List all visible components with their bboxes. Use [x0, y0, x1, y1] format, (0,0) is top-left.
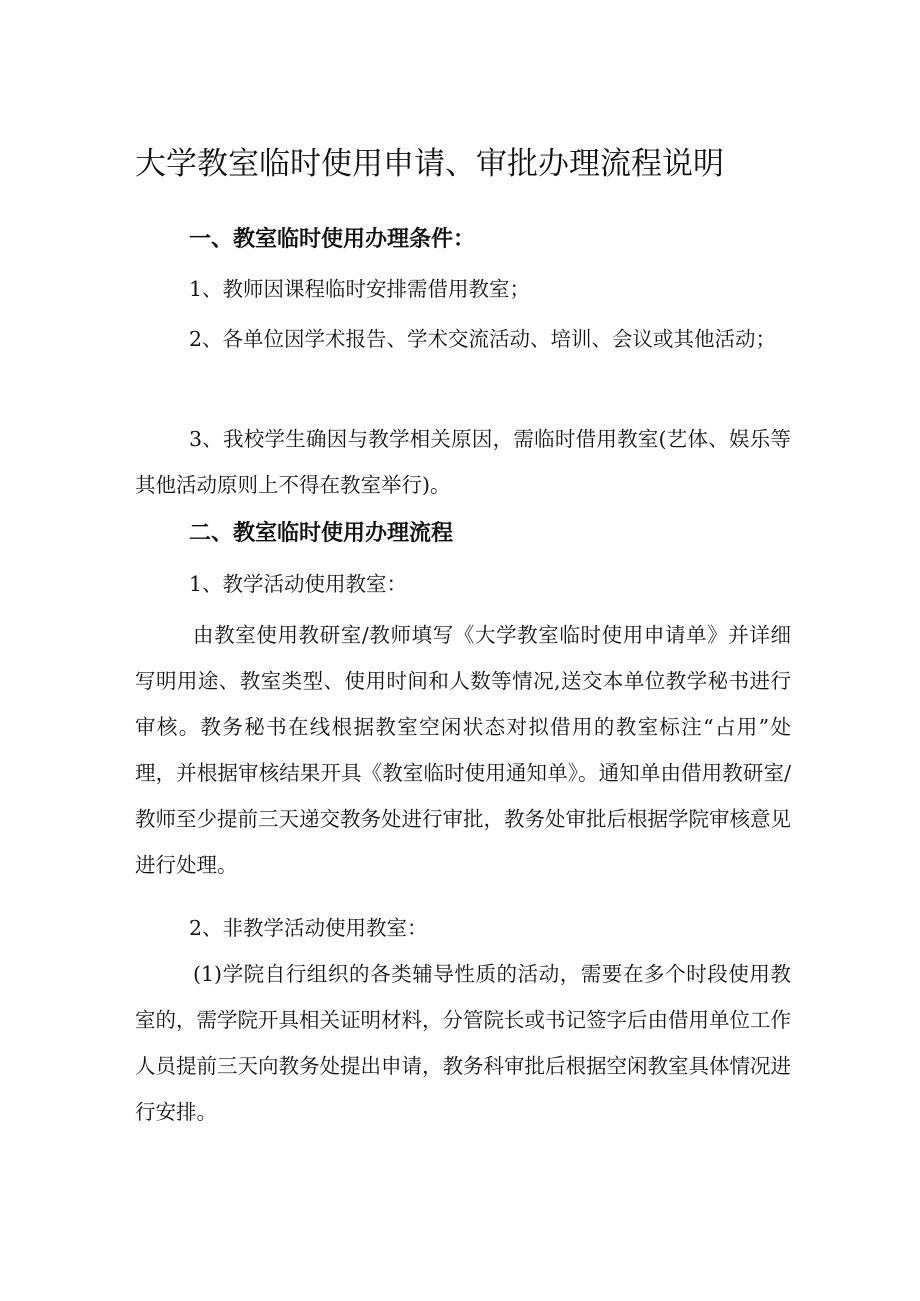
section-2-sub-2-label: 2、非教学活动使用教室：	[189, 916, 428, 940]
section-2-sub-1-label: 1、教学活动使用教室：	[189, 572, 408, 596]
section-1-item-2: 2、各单位因学术报告、学术交流活动、培训、会议或其他活动；	[189, 327, 777, 351]
document-title: 大学教室临时使用申请、审批办理流程说明	[135, 146, 724, 182]
section-1-item-1: 1、教师因课程临时安排需借用教室；	[189, 277, 531, 301]
section-2-heading: 二、教室临时使用办理流程	[189, 521, 454, 546]
section-1-item-3: 3、我校学生确因与教学相关原因，需临时借用教室(艺体、娱乐等其他活动原则上不得在教室举行)。	[135, 427, 791, 497]
section-2-sub-1-body: 由教室使用教研室/教师填写《大学教室临时使用申请单》并详细写明用途、教室类型、使用时间和人数等情况,送交本单位教学秘书进行审核。教务秘书在线根据教室空闲状态对拟借用的教室标注“占用”处理，并根据审核结果开具《教室临时使用通知单》。通知单由借用教研室/教师至少提前三天递交教务处进行审批，教务处审批后根据学院审核意见进行处理。	[135, 623, 791, 877]
section-1-heading: 一、教室临时使用办理条件：	[189, 227, 476, 252]
section-2-sub-2-body: (1)学院自行组织的各类辅导性质的活动，需要在多个时段使用教室的，需学院开具相关证明材料，分管院长或书记签字后由借用单位工作人员提前三天向教务处提出申请，教务科审批后根据空闲教室具体情况进行安排。	[135, 962, 791, 1124]
